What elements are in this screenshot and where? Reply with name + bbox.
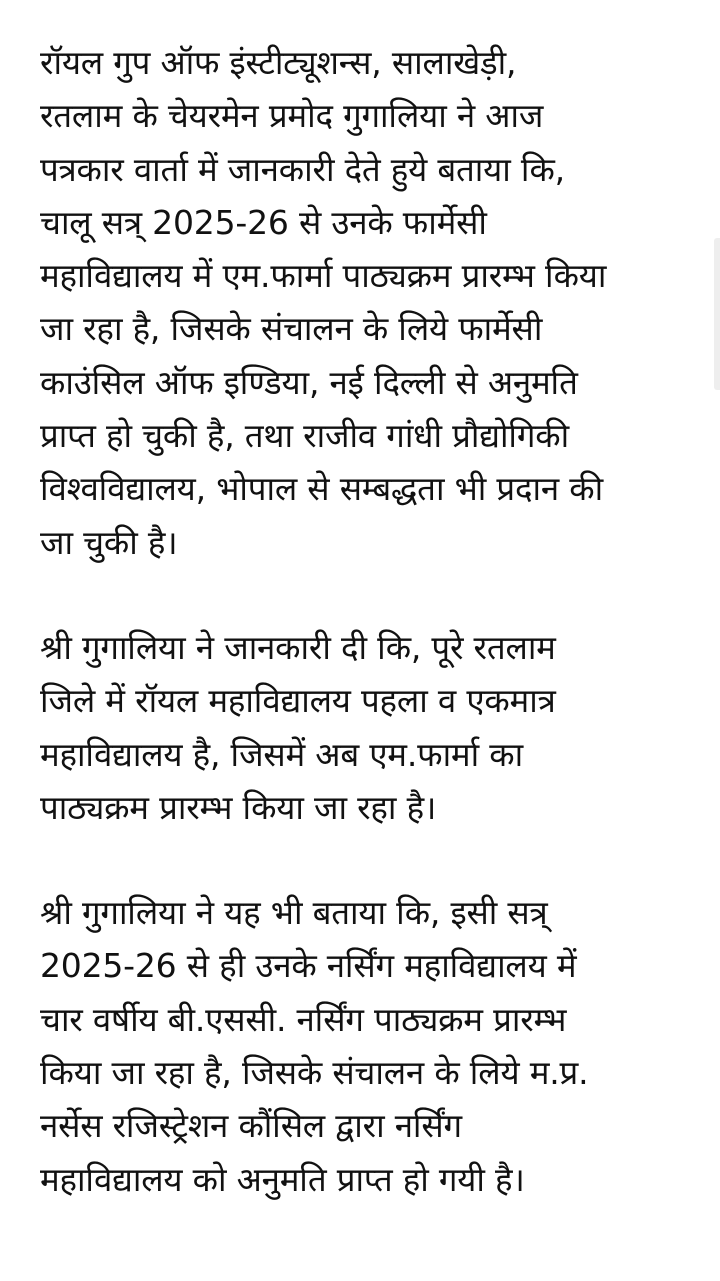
text-line: नर्सेस रजिस्ट्रेशन कौंसिल द्वारा नर्सिंग <box>40 1106 462 1146</box>
text-line: पाठ्यक्रम प्रारम्भ किया जा रहा है। <box>40 787 437 827</box>
text-line: रॉयल गुप ऑफ इंस्टीट्यूशन्स, सालाखेड़ी, <box>40 43 517 82</box>
text-line: पत्रकार वार्ता में जानकारी देते हुये बताया कि, <box>40 149 565 189</box>
text-line: रतलाम के चेयरमेन प्रमोद गुगालिया ने आज <box>40 96 544 136</box>
text-line: 2025-26 से ही उनके नर्सिंग महाविद्यालय में <box>40 946 577 986</box>
text-line: जिले में रॉयल महाविद्यालय पहला व एकमात्र <box>40 681 556 721</box>
text-line: श्री गुगालिया ने यह भी बताया कि, इसी सत्र् <box>40 893 548 933</box>
paragraph-2 <box>40 621 690 834</box>
paragraph-1 <box>40 36 690 569</box>
text-line: विश्वविद्यालय, भोपाल से सम्बद्धता भी प्रदान की <box>40 469 603 509</box>
text-line: जा रहा है, जिसके संचालन के लिये फार्मेसी <box>40 309 543 349</box>
article-body <box>40 36 690 1258</box>
text-line: चालू सत्र् 2025-26 से उनके फार्मेसी <box>40 202 487 242</box>
scrollbar[interactable] <box>714 238 720 390</box>
text-line: काउंसिल ऑफ इण्डिया, नई दिल्ली से अनुमति <box>40 362 578 402</box>
text-line: चार वर्षीय बी.एससी. नर्सिंग पाठ्यक्रम प्रारम्भ <box>40 999 567 1039</box>
text-line: प्राप्त हो चुकी है, तथा राजीव गांधी प्रौद्योगिकी <box>40 416 569 456</box>
text-line: जा चुकी है। <box>40 522 178 562</box>
text-line: महाविद्यालय है, जिसमें अब एम.फार्मा का <box>40 734 523 774</box>
text-line: महाविद्यालय को अनुमति प्राप्त हो गयी है। <box>40 1159 525 1199</box>
text-line: श्री गुगालिया ने जानकारी दी कि, पूरे रतलाम <box>40 627 556 667</box>
text-line: महाविद्यालय में एम.फार्मा पाठ्यक्रम प्रारम्भ किया <box>40 256 607 296</box>
paragraph-3 <box>40 886 690 1206</box>
text-line: किया जा रहा है, जिसके संचालन के लिये म.प्र. <box>40 1053 589 1093</box>
